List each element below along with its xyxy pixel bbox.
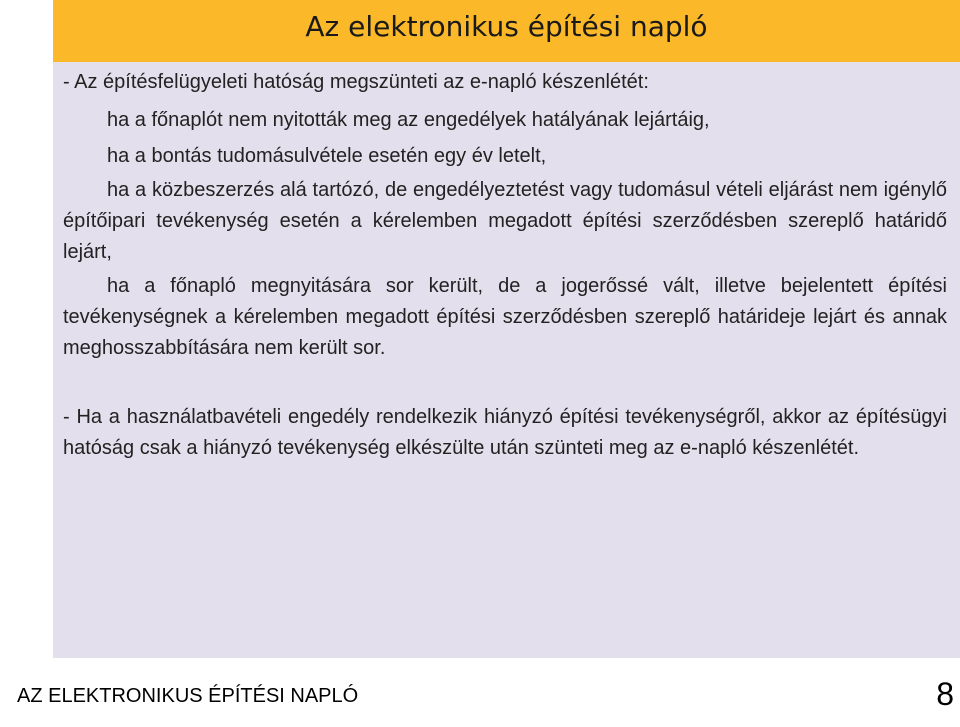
condition-item-3: ha a közbeszerzés alá tartózó, de engedélyeztetést vagy tudomásul vételi eljárást nem igénylő építőipari tevékenység esetén a kérelemben megadott építési szerződésben szereplő határidő lejárt, xyxy=(63,179,947,263)
condition-item-2: ha a bontás tudomásulvétele esetén egy év letelt, xyxy=(107,145,547,167)
slide-title: Az elektronikus építési napló xyxy=(305,10,708,43)
closing-paragraph: - Ha a használatbavételi engedély rendelkezik hiányzó építési tevékenységről, akkor az építésügyi hatóság csak a hiányzó tevékenység elkészülte után szünteti meg az e-napló készenlétét. xyxy=(63,406,947,459)
condition-item-4: ha a főnapló megnyitására sor került, de a jogerőssé vált, illetve bejelentett építési tevékenységnek a kérelemben megadott építési szerződésben szereplő határideje lejárt és annak meghosszabbítására nem került sor. xyxy=(63,275,947,359)
title-bar xyxy=(53,0,960,62)
condition-item-1: ha a főnaplót nem nyitották meg az engedélyek hatályának lejártáig, xyxy=(107,109,710,131)
footer-bar xyxy=(0,664,960,727)
intro-paragraph: - Az építésfelügyeleti hatóság megszünteti az e-napló készenlétét: xyxy=(63,71,649,93)
footer-title: AZ ELEKTRONIKUS ÉPÍTÉSI NAPLÓ xyxy=(17,685,359,707)
page-number: 8 xyxy=(936,676,954,712)
content-panel xyxy=(53,62,960,658)
